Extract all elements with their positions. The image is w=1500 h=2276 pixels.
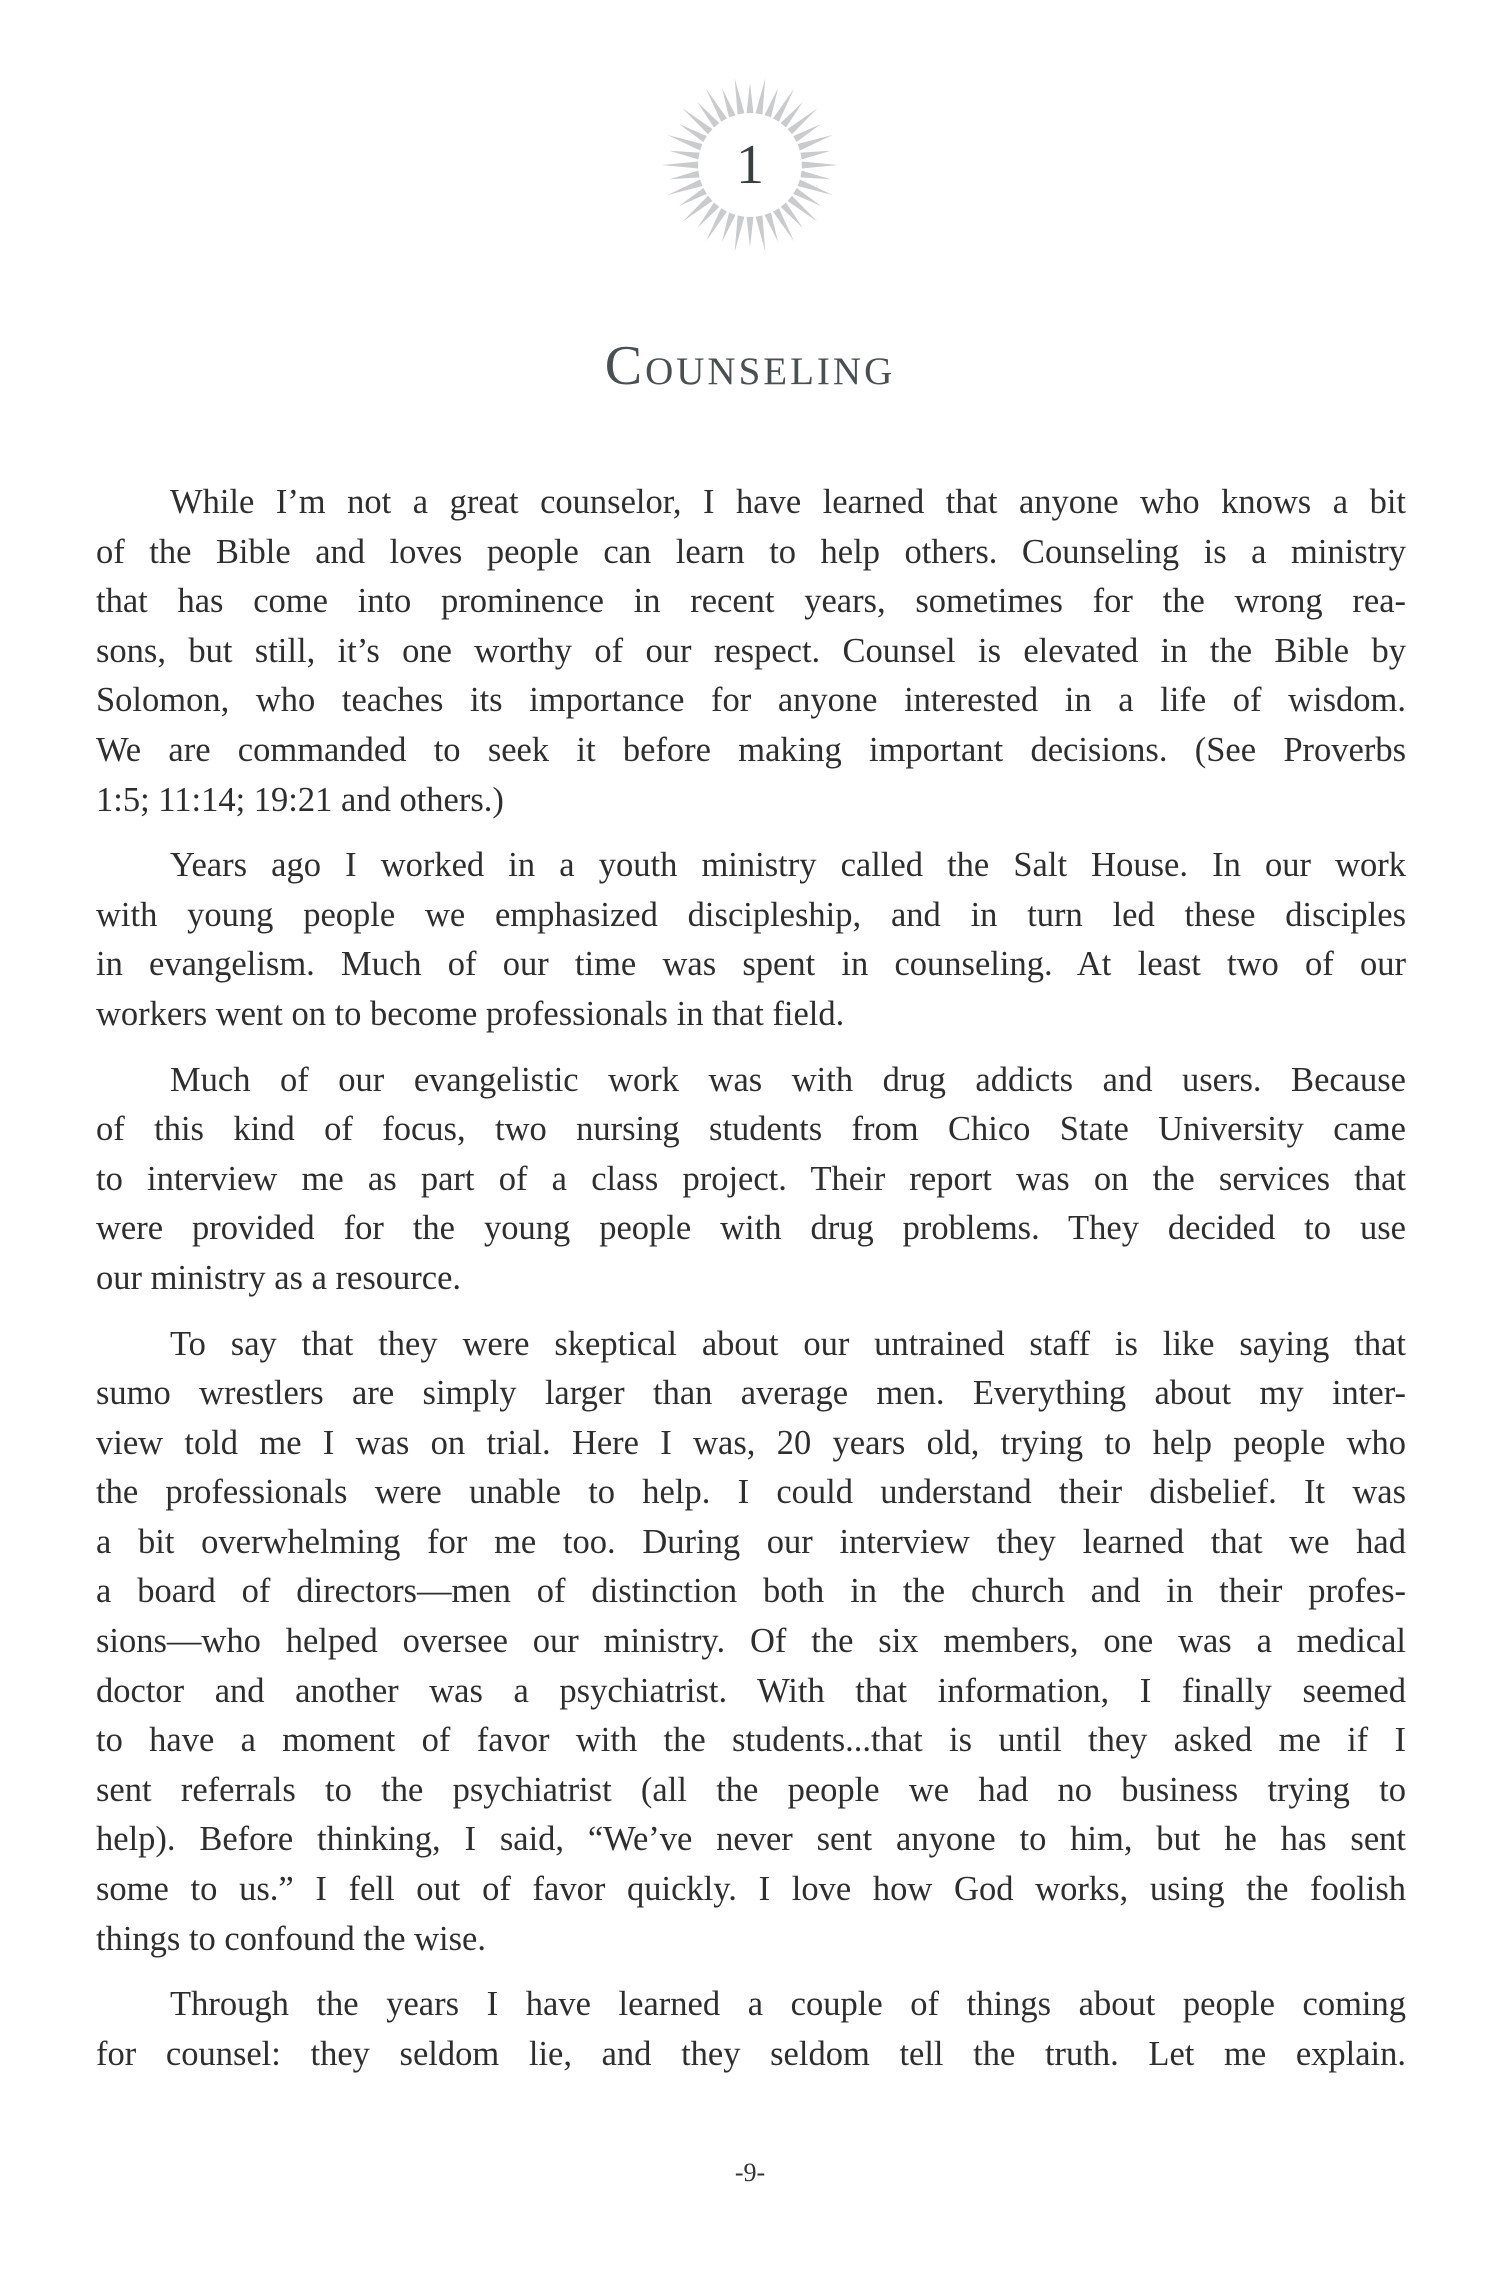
text-line: to have a moment of favor with the students...that is until they asked me if I <box>96 1721 1406 1760</box>
chapter-ornament <box>660 75 840 255</box>
body-text <box>96 478 1406 2095</box>
text-line: While I’m not a great counselor, I have learned that anyone who knows a bit <box>170 483 1406 521</box>
text-line: doctor and another was a psychiatrist. With that information, I finally seemed <box>96 1671 1406 1710</box>
paragraph <box>96 1056 1406 1304</box>
text-line: for counsel: they seldom lie, and they seldom tell the truth. Let me explain. <box>96 2034 1406 2073</box>
text-line: workers went on to become professionals in that field. <box>96 994 845 1033</box>
text-line: Solomon, who teaches its importance for anyone interested in a life of wisdom. <box>96 681 1406 720</box>
text-line: our ministry as a resource. <box>96 1258 462 1297</box>
paragraph <box>96 1320 1406 1965</box>
text-line: sent referrals to the psychiatrist (all the people we had no business trying to <box>96 1770 1406 1809</box>
text-line: a board of directors—men of distinction both in the church and in their profes- <box>96 1572 1406 1611</box>
text-line: of the Bible and loves people can learn to help others. Counseling is a ministry <box>96 532 1406 571</box>
text-line: sons, but still, it’s one worthy of our respect. Counsel is elevated in the Bible by <box>96 631 1406 670</box>
text-line: with young people we emphasized discipleship, and in turn led these disciples <box>96 895 1406 934</box>
text-line: a bit overwhelming for me too. During our interview they learned that we had <box>96 1522 1406 1561</box>
text-line: Much of our evangelistic work was with drug addicts and users. Because <box>170 1060 1406 1099</box>
text-line: We are commanded to seek it before making important decisions. (See Proverbs <box>96 730 1406 769</box>
chapter-title: Counseling <box>604 335 896 397</box>
text-line: To say that they were skeptical about our untrained staff is like saying that <box>170 1324 1406 1363</box>
page-number: -9- <box>734 2158 766 2187</box>
paragraph <box>96 841 1406 1039</box>
text-line: the professionals were unable to help. I could understand their disbelief. It was <box>96 1473 1406 1512</box>
text-line: that has come into prominence in recent years, sometimes for the wrong rea- <box>96 582 1406 621</box>
paragraph <box>96 478 1406 825</box>
text-line: sumo wrestlers are simply larger than average men. Everything about my inter- <box>96 1374 1406 1413</box>
text-line: things to confound the wise. <box>96 1919 486 1958</box>
chapter-number: 1 <box>736 134 764 196</box>
text-line: 1:5; 11:14; 19:21 and others.) <box>96 780 504 819</box>
text-line: sions—who helped oversee our ministry. Of the six members, one was a medical <box>96 1622 1406 1661</box>
text-line: view told me I was on trial. Here I was, 20 years old, trying to help people who <box>96 1423 1406 1462</box>
paragraph <box>96 1980 1406 2079</box>
text-line: Through the years I have learned a couple of things about people coming <box>170 1985 1406 2024</box>
text-line: were provided for the young people with drug problems. They decided to use <box>96 1209 1406 1248</box>
text-line: of this kind of focus, two nursing students from Chico State University came <box>96 1110 1406 1149</box>
text-line: some to us.” I fell out of favor quickly. I love how God works, using the foolish <box>96 1870 1406 1909</box>
text-line: to interview me as part of a class project. Their report was on the services that <box>96 1159 1406 1198</box>
text-line: Years ago I worked in a youth ministry called the Salt House. In our work <box>170 846 1406 885</box>
text-line: in evangelism. Much of our time was spent in counseling. At least two of our <box>96 945 1406 984</box>
text-line: help). Before thinking, I said, “We’ve never sent anyone to him, but he has sent <box>96 1820 1406 1859</box>
